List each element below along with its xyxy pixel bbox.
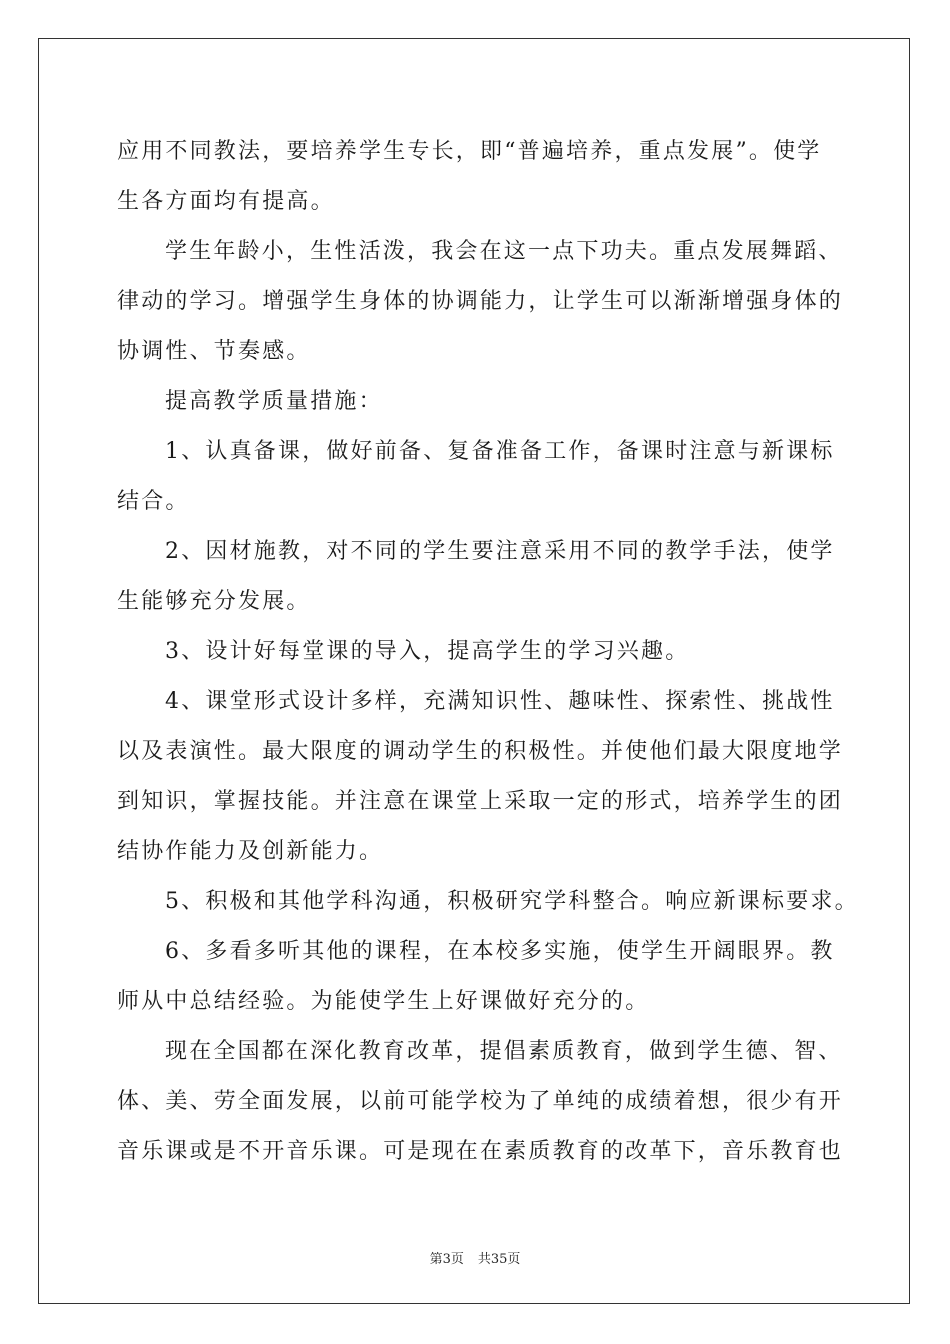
text-line: 律动的学习。增强学生身体的协调能力，让学生可以渐渐增强身体的	[117, 289, 844, 314]
text-line: 6、多看多听其他的课程，在本校多实施，使学生开阔眼界。教	[165, 939, 835, 964]
text-line: 以及表演性。最大限度的调动学生的积极性。并使他们最大限度地学	[117, 739, 844, 764]
text-line: 师从中总结经验。为能使学生上好课做好充分的。	[117, 989, 650, 1014]
text-line: 体、美、劳全面发展，以前可能学校为了单纯的成绩着想，很少有开	[117, 1089, 844, 1114]
text-line: 5、积极和其他学科沟通，积极研究学科整合。响应新课标要求。	[165, 889, 859, 914]
text-line: 结协作能力及创新能力。	[117, 839, 384, 864]
document-body	[117, 127, 859, 1177]
text-line: 1、认真备课，做好前备、复备准备工作，备课时注意与新课标	[165, 439, 835, 464]
page-number: 第3页	[429, 1252, 464, 1267]
text-line: 4、课堂形式设计多样，充满知识性、趣味性、探索性、挑战性	[165, 689, 835, 714]
page-total: 共35页	[477, 1252, 521, 1267]
text-line: 2、因材施教，对不同的学生要注意采用不同的教学手法，使学	[165, 539, 835, 564]
text-line: 生各方面均有提高。	[117, 189, 335, 214]
text-line: 协调性、节奏感。	[117, 339, 311, 364]
text-line: 学生年龄小，生性活泼，我会在这一点下功夫。重点发展舞蹈、	[165, 239, 843, 264]
page-footer	[0, 1248, 950, 1267]
text-line: 到知识，掌握技能。并注意在课堂上采取一定的形式，培养学生的团	[117, 789, 844, 814]
text-line: 生能够充分发展。	[117, 589, 311, 614]
text-line: 提高教学质量措施：	[165, 389, 383, 414]
text-line: 音乐课或是不开音乐课。可是现在在素质教育的改革下，音乐教育也	[117, 1139, 844, 1164]
text-line: 结合。	[117, 489, 190, 514]
text-line: 3、设计好每堂课的导入，提高学生的学习兴趣。	[165, 639, 690, 664]
text-line: 应用不同教法，要培养学生专长，即“普遍培养，重点发展”。使学	[117, 139, 822, 164]
text-line: 现在全国都在深化教育改革，提倡素质教育，做到学生德、智、	[165, 1039, 843, 1064]
